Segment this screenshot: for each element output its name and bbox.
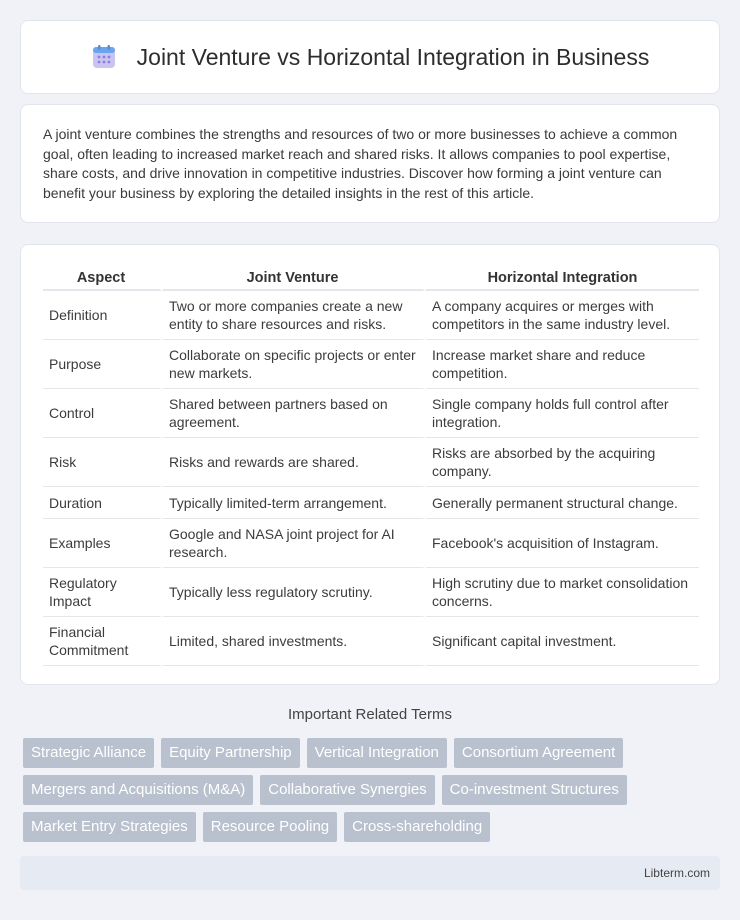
row-aspect: Duration: [43, 487, 163, 519]
intro-text: A joint venture combines the strengths and resources of two or more businesses to achieve a common goal, often leading to increased market reach and shared risks. It allows companies to pool expertise, share costs, and drive innovation in competitive industries. Discover how forming a joint venture can benefit your business by exploring the detailed insights in the rest of this article.: [43, 126, 678, 201]
header-card: [20, 20, 720, 94]
tag-cross-shareholding[interactable]: Cross-shareholding: [344, 812, 490, 842]
comparison-table: [43, 263, 699, 666]
row-horizontal-integration: Single company holds full control after integration.: [426, 389, 699, 438]
tag-strategic-alliance[interactable]: Strategic Alliance: [23, 738, 154, 768]
tag-mergers-and-acquisitions[interactable]: Mergers and Acquisitions (M&A): [23, 775, 253, 805]
comparison-table-card: [20, 244, 720, 685]
related-terms-list: [23, 738, 723, 849]
intro-card: [20, 104, 720, 223]
tag-vertical-integration[interactable]: Vertical Integration: [307, 738, 447, 768]
row-horizontal-integration: Generally permanent structural change.: [426, 487, 699, 519]
row-joint-venture: Two or more companies create a new entity to share resources and risks.: [163, 291, 426, 340]
row-joint-venture: Typically less regulatory scrutiny.: [163, 568, 426, 617]
row-joint-venture: Risks and rewards are shared.: [163, 438, 426, 487]
row-aspect: Risk: [43, 438, 163, 487]
header-horizontal-integration: Horizontal Integration: [426, 263, 699, 291]
tag-resource-pooling[interactable]: Resource Pooling: [203, 812, 337, 842]
page-title: Joint Venture vs Horizontal Integration in Business: [136, 43, 650, 70]
table-row: [43, 291, 699, 340]
tag-row: [23, 812, 723, 842]
row-aspect: Financial Commitment: [43, 617, 163, 666]
row-joint-venture: Limited, shared investments.: [163, 617, 426, 666]
table-row: [43, 519, 699, 568]
row-joint-venture: Google and NASA joint project for AI research.: [163, 519, 426, 568]
row-horizontal-integration: Increase market share and reduce competition.: [426, 340, 699, 389]
tag-co-investment-structures[interactable]: Co-investment Structures: [442, 775, 627, 805]
row-aspect: Control: [43, 389, 163, 438]
tag-equity-partnership[interactable]: Equity Partnership: [161, 738, 300, 768]
tag-row: [23, 738, 723, 768]
tag-market-entry-strategies[interactable]: Market Entry Strategies: [23, 812, 196, 842]
row-aspect: Examples: [43, 519, 163, 568]
header-joint-venture: Joint Venture: [163, 263, 426, 291]
row-aspect: Regulatory Impact: [43, 568, 163, 617]
calendar-grid-icon: [91, 44, 117, 70]
row-aspect: Purpose: [43, 340, 163, 389]
row-horizontal-integration: High scrutiny due to market consolidation concerns.: [426, 568, 699, 617]
related-terms-title: Important Related Terms: [288, 706, 452, 723]
row-joint-venture: Shared between partners based on agreement.: [163, 389, 426, 438]
footer: [20, 856, 720, 890]
table-row: [43, 617, 699, 666]
footer-site-link[interactable]: Libterm.com: [643, 866, 710, 880]
tag-row: [23, 775, 723, 805]
table-row: [43, 487, 699, 519]
header-aspect: Aspect: [43, 263, 163, 291]
row-horizontal-integration: Risks are absorbed by the acquiring company.: [426, 438, 699, 487]
tag-consortium-agreement[interactable]: Consortium Agreement: [454, 738, 623, 768]
row-joint-venture: Typically limited-term arrangement.: [163, 487, 426, 519]
row-horizontal-integration: A company acquires or merges with competitors in the same industry level.: [426, 291, 699, 340]
row-horizontal-integration: Facebook's acquisition of Instagram.: [426, 519, 699, 568]
table-row: [43, 568, 699, 617]
table-row: [43, 340, 699, 389]
row-joint-venture: Collaborate on specific projects or enter new markets.: [163, 340, 426, 389]
row-horizontal-integration: Significant capital investment.: [426, 617, 699, 666]
table-row: [43, 389, 699, 438]
row-aspect: Definition: [43, 291, 163, 340]
tag-collaborative-synergies[interactable]: Collaborative Synergies: [260, 775, 434, 805]
table-row: [43, 438, 699, 487]
table-header-row: [43, 263, 699, 291]
